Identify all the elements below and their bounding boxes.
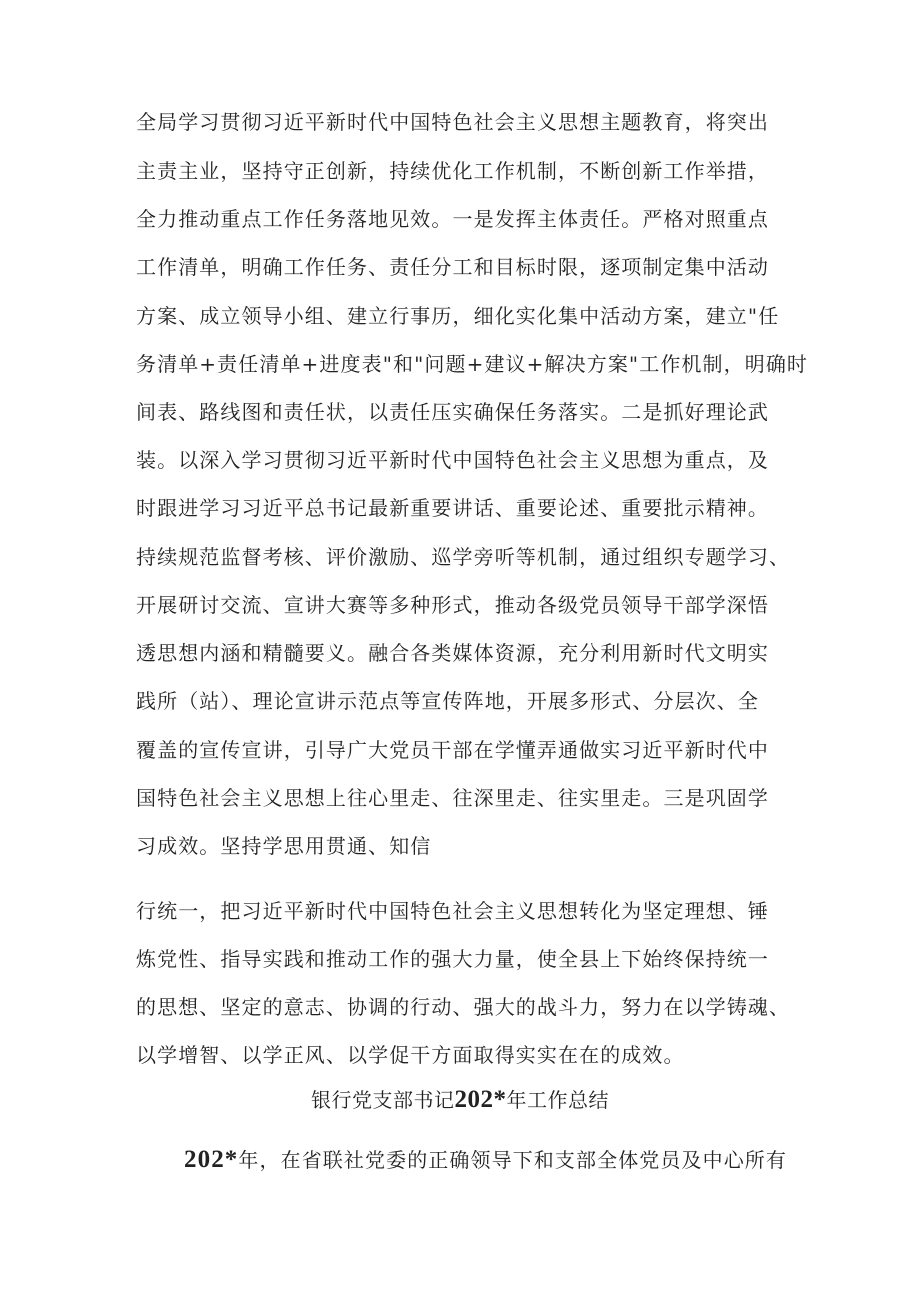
- paragraph-line: 主责主业，坚持守正创新，持续优化工作机制，不断创新工作举措，: [136, 159, 769, 183]
- paragraph-line: 习成效。坚持学思用贯通、知信: [136, 834, 432, 858]
- paragraph-line: 间表、路线图和责任状，以责任压实确保任务落实。二是抓好理论武: [136, 400, 769, 424]
- paragraph-line: 践所（站）、理论宣讲示范点等宣传阵地，开展多形式、分层次、全: [136, 689, 759, 713]
- paragraph-line: 透思想内涵和精髓要义。融合各类媒体资源，充分利用新时代文明实: [136, 641, 769, 665]
- paragraph-line: 覆盖的宣传宣讲，引导广大党员干部在学懂弄通做实习近平新时代中: [136, 738, 769, 762]
- paragraph-line: 全局学习贯彻习近平新时代中国特色社会主义思想主题教育，将突出: [136, 110, 769, 134]
- title-year: 202*: [454, 1086, 507, 1113]
- paragraph-line: [184, 1146, 787, 1174]
- paragraph-line: 装。以深入学习贯彻习近平新时代中国特色社会主义思想为重点，及: [136, 448, 769, 472]
- title-prefix: 银行党支部书记: [311, 1088, 455, 1112]
- title-suffix: 年工作总结: [506, 1088, 609, 1112]
- paragraph-line: 炼党性、指导实践和推动工作的强大力量，使全县上下始终保持统一: [136, 947, 769, 971]
- paragraph-line: 时跟进学习习近平总书记最新重要讲话、重要论述、重要批示精神。: [136, 496, 769, 520]
- paragraph-year: 202*: [184, 1146, 239, 1173]
- paragraph-line: 全力推动重点工作任务落地见效。一是发挥主体责任。严格对照重点: [136, 207, 769, 231]
- paragraph-line: 务清单+责任清单+进度表"和"问题+建议+解决方案"工作机制，明确时: [136, 352, 809, 376]
- paragraph-line: 国特色社会主义思想上往心里走、往深里走、往实里走。三是巩固学: [136, 786, 769, 810]
- paragraph-line: 以学增智、以学正风、以学促干方面取得实实在在的成效。: [136, 1043, 685, 1067]
- paragraph-text: 年，在省联社党委的正确领导下和支部全体党员及中心所有: [238, 1148, 788, 1172]
- paragraph-line: 行统一，把习近平新时代中国特色社会主义思想转化为坚定理想、锤: [136, 899, 769, 923]
- paragraph-line: 工作清单，明确工作任务、责任分工和目标时限，逐项制定集中活动: [136, 255, 769, 279]
- paragraph-line: 的思想、坚定的意志、协调的行动、强大的战斗力，努力在以学铸魂、: [136, 995, 791, 1019]
- paragraph-line: 开展研讨交流、宣讲大赛等多种形式，推动各级党员领导干部学深悟: [136, 593, 769, 617]
- section-title: [0, 1086, 920, 1114]
- paragraph-line: 持续规范监督考核、评价激励、巡学旁听等机制，通过组织专题学习、: [136, 545, 791, 569]
- paragraph-line: 方案、成立领导小组、建立行事历，细化实化集中活动方案，建立"任: [136, 304, 780, 328]
